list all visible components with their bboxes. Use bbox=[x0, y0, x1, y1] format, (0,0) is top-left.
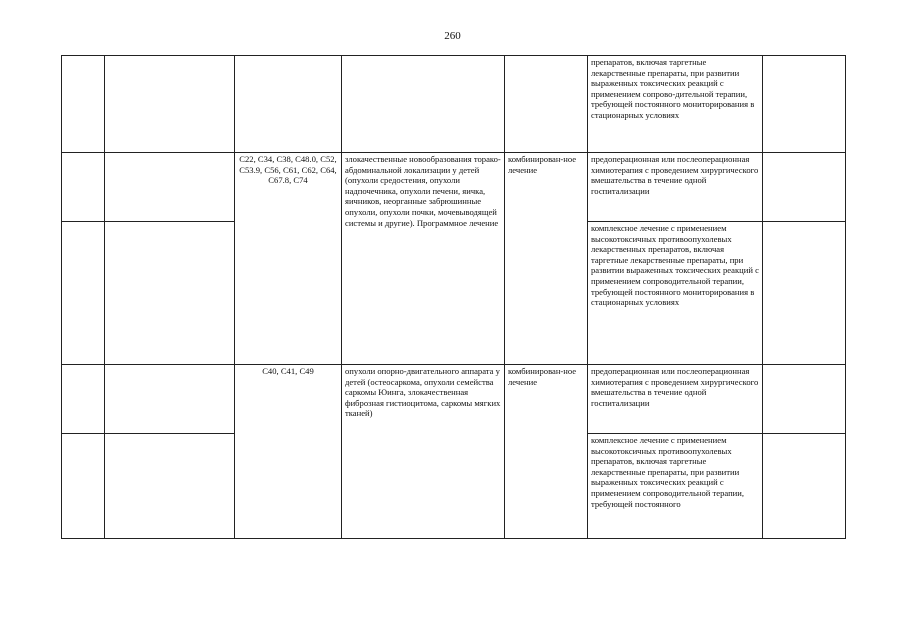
method-cell: предоперационная или послеоперационная химиотерапия с проведением хирургического вмешательства в течение одной госпитализации bbox=[588, 365, 763, 434]
table-row bbox=[62, 365, 846, 434]
method-cell: комплексное лечение с применением высокотоксичных противоопухолевых лекарственных препаратов, включая таргетные лекарственные препараты, при развитии выраженных токсических реакций с применением сопроводительной терапии, требующей постоянного мониторирования в стационарных условиях bbox=[588, 222, 763, 365]
treatment-table bbox=[61, 55, 846, 539]
treatment-cell: комбинирован-ное лечение bbox=[505, 153, 588, 365]
profile-cell bbox=[105, 222, 235, 365]
number-cell bbox=[62, 222, 105, 365]
number-cell bbox=[62, 56, 105, 153]
norm-cell bbox=[763, 434, 846, 539]
method-cell: препаратов, включая таргетные лекарственные препараты, при развитии выраженных токсических реакций с применением сопрово-дительной терапии, требующей постоянного мониторирования в стационарных условиях bbox=[588, 56, 763, 153]
model-cell: опухоли опорно-двигательного аппарата у детей (остеосаркома, опухоли семейства саркомы Юинга, злокачественная фиброзная гистиоцитома, саркомы мягких тканей) bbox=[342, 365, 505, 539]
page-number: 260 bbox=[444, 30, 461, 42]
codes-cell: C22, C34, C38, C48.0, C52, C53.9, C56, C61, C62, C64, C67.8, C74 bbox=[235, 153, 342, 365]
treatment-cell bbox=[505, 56, 588, 153]
table-row bbox=[62, 153, 846, 222]
codes-cell bbox=[235, 56, 342, 153]
profile-cell bbox=[105, 153, 235, 222]
norm-cell bbox=[763, 222, 846, 365]
method-cell: предоперационная или послеоперационная химиотерапия с проведением хирургического вмешательства в течение одной госпитализации bbox=[588, 153, 763, 222]
codes-cell: C40, C41, C49 bbox=[235, 365, 342, 539]
number-cell bbox=[62, 153, 105, 222]
norm-cell bbox=[763, 56, 846, 153]
norm-cell bbox=[763, 153, 846, 222]
table-row-continuation bbox=[62, 56, 846, 153]
model-cell: злокачественные новообразования торако-абдоминальной локализации у детей (опухоли средостения, опухоли надпочечника, опухоли печени, яичка, яичников, неорганные забрюшинные опухоли, опухоли почки, мочевыводящей системы и другие). Программное лечение bbox=[342, 153, 505, 365]
profile-cell bbox=[105, 434, 235, 539]
number-cell bbox=[62, 434, 105, 539]
method-cell: комплексное лечение с применением высокотоксичных противоопухолевых препаратов, включая таргетные лекарственные препараты, при развитии выраженных токсических реакций с применением сопроводительной терапии, требующей постоянного bbox=[588, 434, 763, 539]
profile-cell bbox=[105, 365, 235, 434]
number-cell bbox=[62, 365, 105, 434]
norm-cell bbox=[763, 365, 846, 434]
treatment-cell: комбинирован-ное лечение bbox=[505, 365, 588, 539]
profile-cell bbox=[105, 56, 235, 153]
model-cell bbox=[342, 56, 505, 153]
